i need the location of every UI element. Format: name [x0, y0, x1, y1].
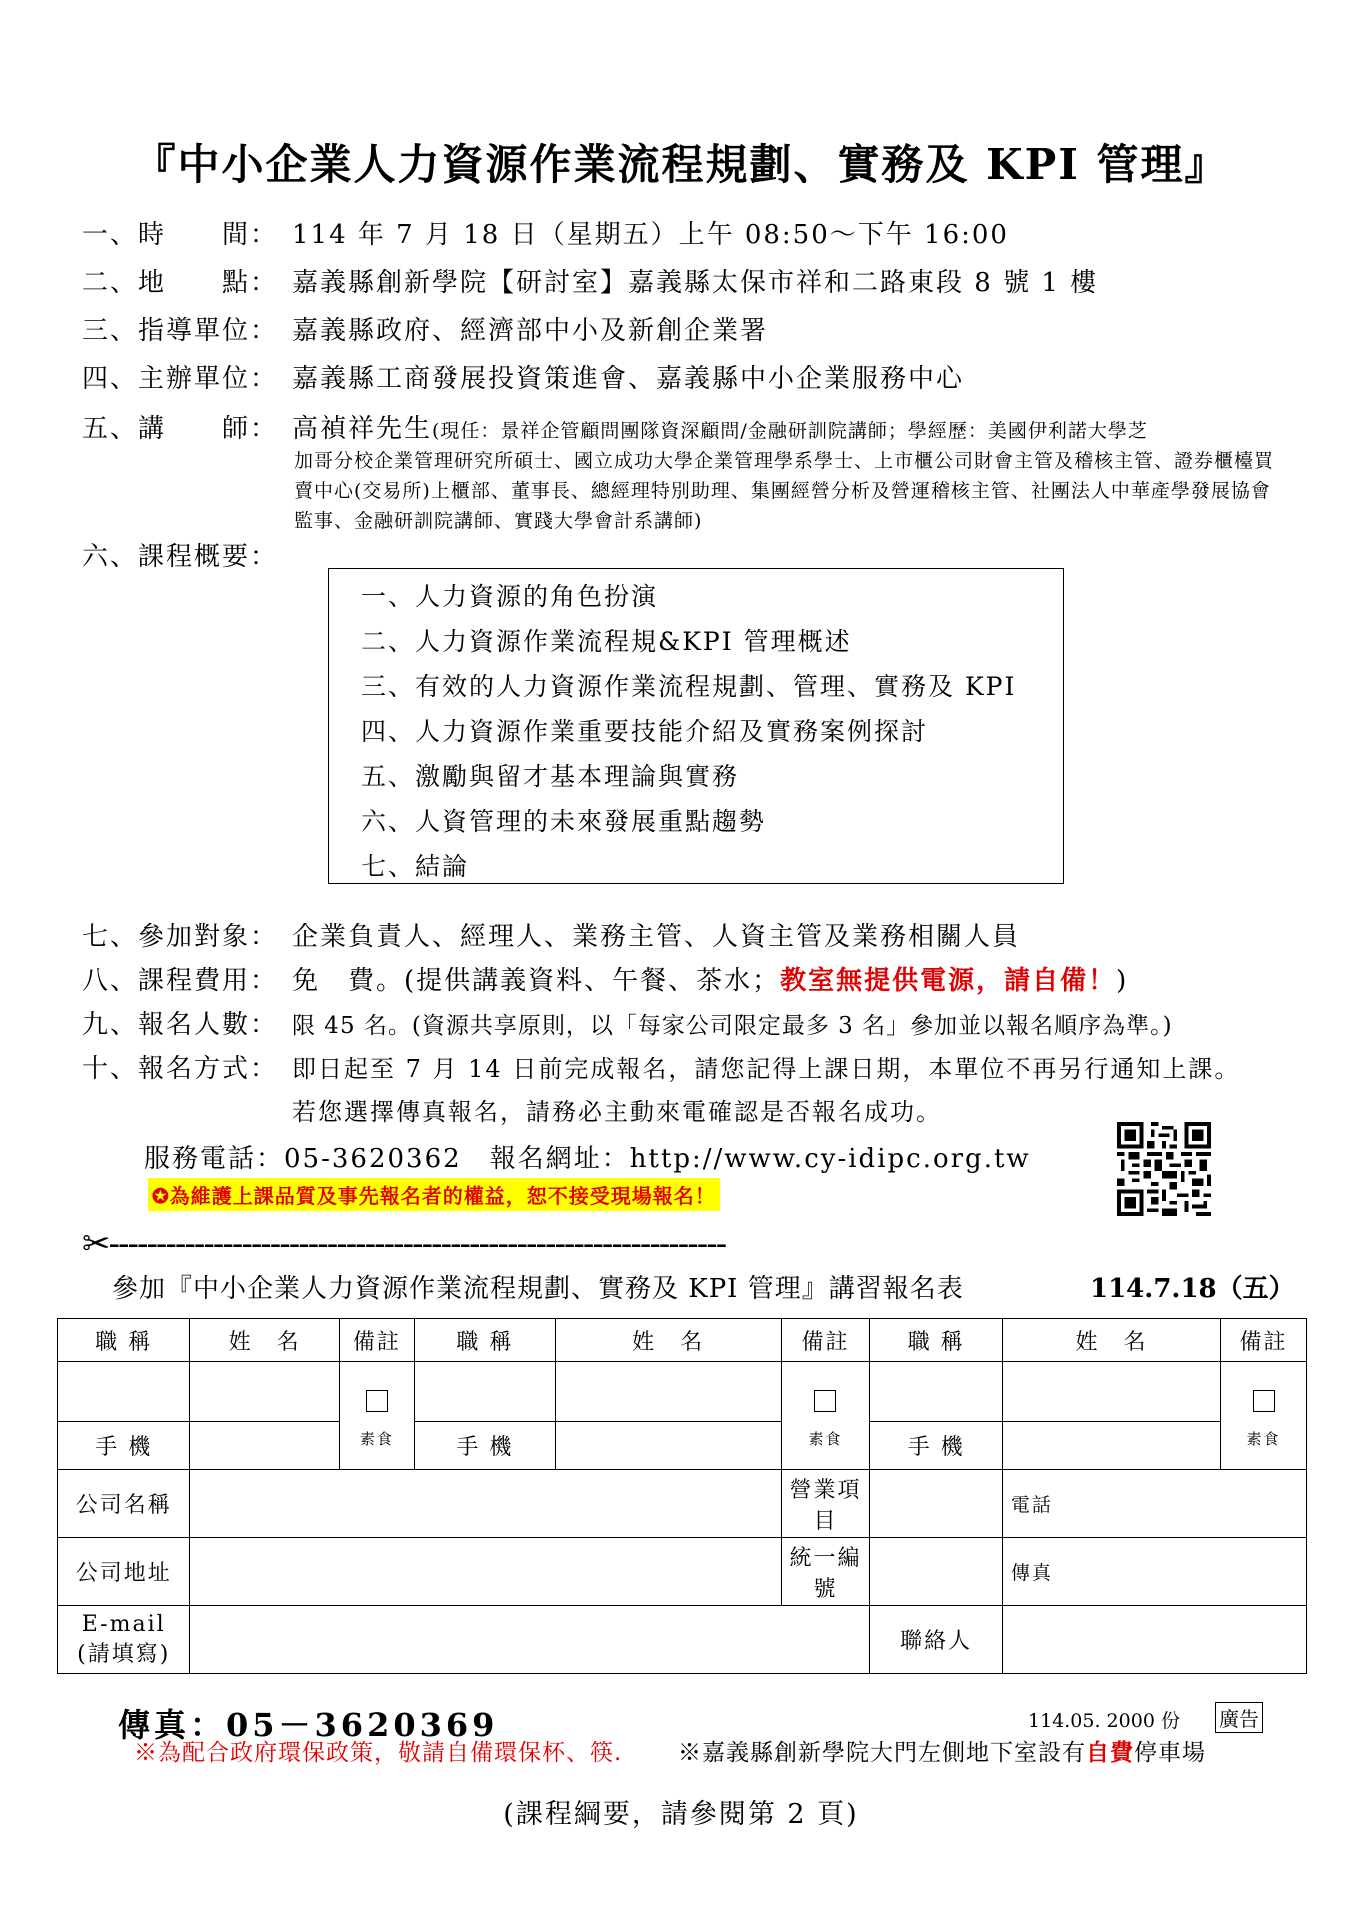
fee-value: 免 費。(提供講義資料、午餐、茶水；	[292, 966, 781, 996]
method-value: 即日起至 7 月 14 日前完成報名，請您記得上課日期，本單位不再另行通知上課。	[292, 1055, 1241, 1083]
contact-person-label: 聯絡人	[870, 1606, 1002, 1674]
audience-label: 七、參加對象：	[82, 922, 279, 952]
outline-item: 三、有效的人力資源作業流程規劃、管理、實務及 KPI	[361, 672, 1017, 701]
vegetarian-checkbox-2[interactable]	[814, 1390, 836, 1412]
info-place-value: 嘉義縣創新學院【研討室】嘉義縣太保市祥和二路東段 8 號 1 樓	[292, 268, 1099, 298]
quota-row	[82, 1004, 1173, 1041]
contact-phone: 服務電話：05-3620362	[144, 1144, 462, 1174]
fax-number: 傳真：05－3620369	[118, 1706, 499, 1744]
note-cell-2	[781, 1362, 870, 1470]
address-field[interactable]	[190, 1538, 781, 1606]
outline-item: 四、人力資源作業重要技能介紹及實務案例探討	[361, 717, 929, 746]
method-value-2: 若您選擇傳真報名，請務必主動來電確認是否報名成功。	[292, 1098, 942, 1126]
contact-row	[144, 1138, 1031, 1175]
title-field-2[interactable]	[414, 1362, 555, 1422]
fee-end: )	[1116, 966, 1129, 996]
tutor-detail: 加哥分校企業管理研究所碩士、國立成功大學企業管理學系學士、上市櫃公司財會主管及稽核主管、證券櫃檯買賣中心(交易所)上櫃部、董事長、總經理特別助理、集團經營分析及營運稽核主管、社團法人中華產學發展協會監事、金融研訓院講師、實踐大學會計系講師)	[294, 450, 1275, 532]
info-host-value: 嘉義縣工商發展投資策進會、嘉義縣中小企業服務中心	[292, 364, 965, 394]
email-note: (請填寫)	[77, 1641, 171, 1667]
qr-code-icon[interactable]	[1112, 1122, 1216, 1216]
col-note-3: 備註	[1221, 1319, 1307, 1362]
col-note-2: 備註	[781, 1319, 870, 1362]
info-host-label: 四、主辦單位：	[82, 364, 279, 394]
method-label: 十、報名方式：	[82, 1054, 279, 1084]
tutor-name: 高禎祥先生	[292, 414, 433, 444]
tel-cell	[1002, 1470, 1306, 1538]
footer-note: (課程綱要，請參閱第 2 頁)	[503, 1799, 859, 1830]
method-row	[82, 1048, 1240, 1085]
ad-badge: 廣告	[1215, 1702, 1263, 1733]
vegetarian-label-2: 素食	[808, 1430, 843, 1448]
mobile-field-3[interactable]	[1002, 1422, 1220, 1470]
form-title: 參加『中小企業人力資源作業流程規劃、實務及 KPI 管理』講習報名表	[112, 1274, 964, 1304]
address-label: 公司地址	[58, 1538, 190, 1606]
info-time-value: 114 年 7 月 18 日（星期五）上午 08:50～下午 16:00	[292, 220, 1009, 250]
info-guide	[82, 310, 768, 347]
contact-website[interactable]: 報名網址：http://www.cy-idipc.org.tw	[489, 1144, 1031, 1174]
mobile-label-1: 手 機	[58, 1422, 190, 1470]
mobile-label-2: 手 機	[414, 1422, 555, 1470]
fee-power-warning: 教室無提供電源，請自備！	[780, 966, 1117, 996]
parking-note-paid: 自費	[1086, 1739, 1134, 1766]
business-field[interactable]	[870, 1470, 1002, 1538]
vegetarian-checkbox-1[interactable]	[366, 1390, 388, 1412]
onsite-warning: ✪為維護上課品質及事先報名者的權益，恕不接受現場報名！	[148, 1178, 720, 1211]
outline-label: 六、課程概要：	[82, 542, 279, 572]
mobile-field-1[interactable]	[190, 1422, 339, 1470]
outline-item: 七、結論	[361, 852, 470, 881]
tax-id-field[interactable]	[870, 1538, 1002, 1606]
email-label: E-mail	[81, 1611, 166, 1637]
tel-label: 電話	[1010, 1494, 1053, 1516]
company-name-field[interactable]	[190, 1470, 781, 1538]
parking-note	[678, 1734, 1206, 1767]
environment-note: ※為配合政府環保政策，敬請自備環保杯、筷.	[134, 1740, 623, 1766]
info-place	[82, 262, 1098, 299]
quota-label: 九、報名人數：	[82, 1010, 279, 1040]
registration-table	[57, 1318, 1307, 1674]
outline-item: 一、人力資源的角色扮演	[361, 582, 659, 611]
col-title-2: 職 稱	[414, 1319, 555, 1362]
info-host	[82, 358, 964, 395]
audience-row	[82, 916, 1020, 953]
fax-field-label: 傳真	[1010, 1562, 1053, 1584]
parking-note-pre: ※嘉義縣創新學院大門左側地下室設有	[678, 1740, 1086, 1766]
email-field[interactable]	[190, 1606, 870, 1674]
title-field-3[interactable]	[870, 1362, 1002, 1422]
outline-box	[328, 568, 1064, 884]
outline-item: 五、激勵與留才基本理論與實務	[361, 762, 740, 791]
col-title-1: 職 稱	[58, 1319, 190, 1362]
name-field-1[interactable]	[190, 1362, 339, 1422]
quota-value: 限 45 名。(資源共享原則，以「每家公司限定最多 3 名」參加並以報名順序為準。)	[292, 1013, 1173, 1039]
note-cell-3	[1221, 1362, 1307, 1470]
print-info: 114.05. 2000 份	[1028, 1710, 1180, 1732]
company-name-label: 公司名稱	[58, 1470, 190, 1538]
col-name-3: 姓 名	[1002, 1319, 1220, 1362]
tax-id-label: 統一編號	[781, 1538, 870, 1606]
cut-line: ✂-----------------------------------------------------------------	[82, 1224, 726, 1264]
fax-cell	[1002, 1538, 1306, 1606]
mobile-label-3: 手 機	[870, 1422, 1002, 1470]
info-time	[82, 214, 1009, 251]
vegetarian-checkbox-3[interactable]	[1253, 1390, 1275, 1412]
page-title: 『中小企業人力資源作業流程規劃、實務及 KPI 管理』	[133, 140, 1229, 189]
col-name-2: 姓 名	[555, 1319, 781, 1362]
info-guide-label: 三、指導單位：	[82, 316, 279, 346]
note-cell-1	[339, 1362, 414, 1470]
outline-item: 六、人資管理的未來發展重點趨勢	[361, 807, 767, 836]
mobile-field-2[interactable]	[555, 1422, 781, 1470]
name-field-3[interactable]	[1002, 1362, 1220, 1422]
info-time-label: 一、時 間：	[82, 220, 279, 250]
fee-row	[82, 960, 1128, 997]
col-title-3: 職 稱	[870, 1319, 1002, 1362]
title-field-1[interactable]	[58, 1362, 190, 1422]
tutor-label: 五、講 師：	[82, 414, 279, 444]
business-label: 營業項目	[781, 1470, 870, 1538]
vegetarian-label-3: 素食	[1246, 1430, 1281, 1448]
info-guide-value: 嘉義縣政府、經濟部中小及新創企業署	[292, 316, 769, 346]
outline-item: 二、人力資源作業流程規&KPI 管理概述	[361, 627, 852, 656]
name-field-2[interactable]	[555, 1362, 781, 1422]
tutor-intro: (現任：景祥企管顧問團隊資深顧問/金融研訓院講師；學經歷：美國伊利諾大學芝	[432, 420, 1148, 442]
audience-value: 企業負責人、經理人、業務主管、人資主管及業務相關人員	[292, 922, 1021, 952]
contact-person-field[interactable]	[1002, 1606, 1306, 1674]
email-label-cell	[58, 1606, 190, 1674]
fee-label: 八、課程費用：	[82, 966, 279, 996]
col-name-1: 姓 名	[190, 1319, 339, 1362]
vegetarian-label-1: 素食	[359, 1430, 394, 1448]
form-date: 114.7.18（五）	[1090, 1274, 1295, 1304]
tutor-row	[82, 408, 1148, 445]
info-place-label: 二、地 點：	[82, 268, 279, 298]
col-note-1: 備註	[339, 1319, 414, 1362]
parking-note-post: 停車場	[1134, 1740, 1206, 1766]
